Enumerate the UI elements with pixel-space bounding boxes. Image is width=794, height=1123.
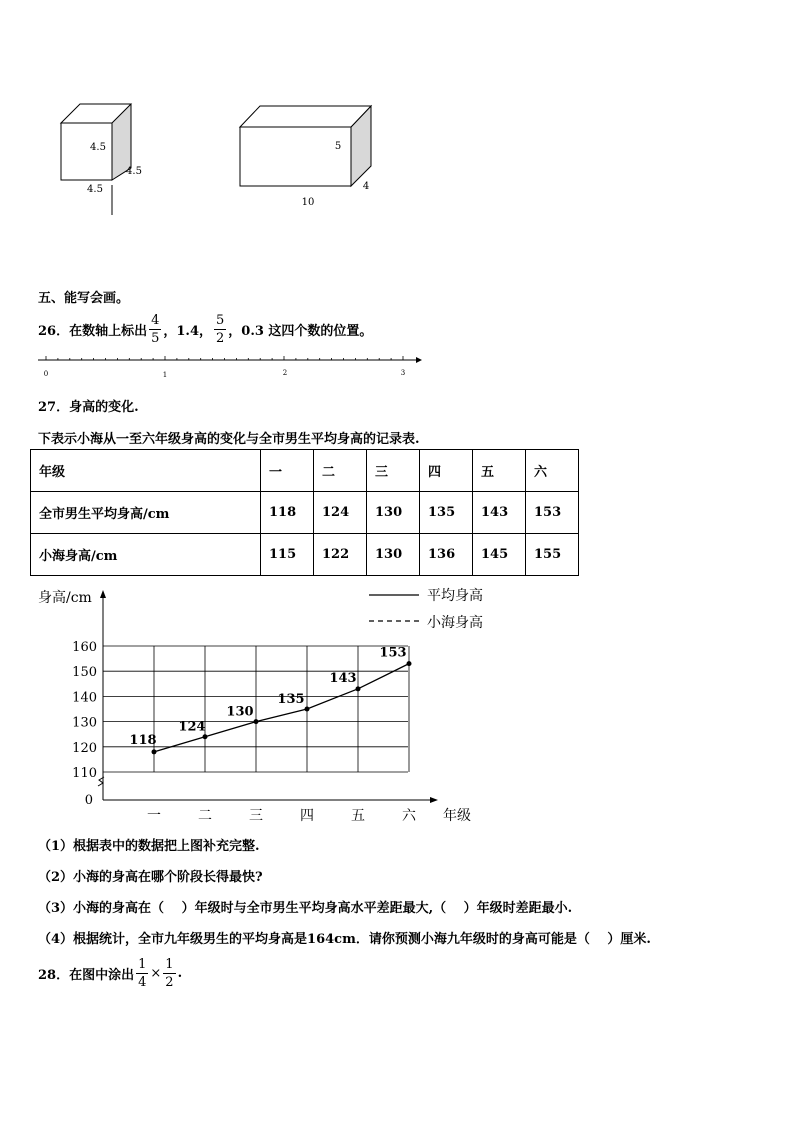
data-point (356, 686, 361, 691)
section-title: 五、能写会画。 (38, 291, 130, 306)
table-cell: 一 (261, 450, 314, 492)
axis-tick-2: 2 (282, 369, 288, 377)
table-cell: 118 (261, 492, 314, 534)
y-tick-label: 120 (72, 740, 97, 756)
table-cell: 三 (367, 450, 420, 492)
q27-sub3: （3）小海的身高在（ ）年级时与全市男生平均身高水平差距最大,（ ）年级时差距最小. (38, 901, 573, 916)
table-cell: 155 (526, 534, 579, 576)
data-label: 118 (129, 732, 157, 748)
table-row (31, 534, 579, 576)
table-cell: 全市男生平均身高/cm (31, 492, 261, 534)
q28-fraction-1: $\frac{1}{4}$ (138, 956, 147, 990)
data-label: 153 (379, 645, 407, 661)
x-tick-label: 三 (249, 808, 263, 824)
legend-label: 平均身高 (427, 588, 483, 604)
height-table (30, 449, 579, 576)
table-cell: 124 (314, 492, 367, 534)
table-cell: 五 (473, 450, 526, 492)
axis-tick-3: 3 (400, 369, 406, 377)
q26-fraction-2: $\frac{5}{2}$ (216, 312, 225, 346)
table-cell: 二 (314, 450, 367, 492)
table-cell: 135 (420, 492, 473, 534)
legend-label: 小海身高 (427, 615, 483, 631)
cube-side-label: 4.5 (126, 166, 142, 177)
table-cell: 153 (526, 492, 579, 534)
data-label: 143 (329, 670, 357, 686)
data-point (152, 749, 157, 754)
axis-tick-1: 1 (162, 371, 168, 379)
y-tick-label: 150 (72, 665, 97, 681)
table-cell: 四 (420, 450, 473, 492)
table-cell: 130 (367, 492, 420, 534)
series-line-average (154, 664, 409, 752)
table-row (31, 492, 579, 534)
table-cell: 130 (367, 534, 420, 576)
cuboid (240, 106, 371, 186)
table-cell: 115 (261, 534, 314, 576)
table-header-row (31, 450, 579, 492)
y-tick-label: 110 (72, 766, 97, 781)
q27-title: 27．身高的变化. (38, 400, 139, 415)
q28-text (38, 955, 182, 991)
solids-figure (0, 0, 794, 230)
q27-sub2: （2）小海的身高在哪个阶段长得最快? (38, 870, 263, 885)
y-tick-label: 140 (72, 690, 97, 706)
table-cell: 136 (420, 534, 473, 576)
cube-bottom-label: 4.5 (87, 184, 103, 195)
x-axis-arrow (430, 797, 438, 803)
q28-fraction-2: $\frac{1}{2}$ (165, 956, 174, 990)
y-tick-label: 130 (72, 715, 97, 731)
cuboid-front-label: 5 (334, 141, 342, 152)
y-axis-arrow (100, 590, 106, 598)
table-cell: 小海身高/cm (31, 534, 261, 576)
table-cell: 六 (526, 450, 579, 492)
data-label: 124 (178, 719, 206, 735)
q27-intro: 下表示小海从一至六年级身高的变化与全市男生平均身高的记录表. (38, 432, 420, 447)
y-tick-label: 160 (72, 640, 97, 655)
axis-tick-0: 0 (43, 370, 49, 378)
height-line-chart (0, 580, 520, 830)
table-cell: 122 (314, 534, 367, 576)
data-label: 135 (277, 692, 305, 707)
x-tick-label: 六 (402, 808, 416, 824)
q27-sub4: （4）根据统计，全市九年级男生的平均身高是164cm．请你预测小海九年级时的身高可能是（ ）厘米. (38, 932, 651, 947)
table-cell: 年级 (31, 450, 261, 492)
q28-times: × (150, 965, 162, 981)
x-tick-label: 二 (198, 808, 212, 824)
data-point (407, 661, 412, 666)
x-tick-label: 五 (351, 808, 365, 824)
data-point (305, 707, 310, 712)
x-axis-title: 年级 (443, 808, 471, 824)
x-tick-label: 一 (147, 808, 161, 824)
y-axis-title: 身高/cm (38, 590, 92, 606)
q27-sub1: （1）根据表中的数据把上图补充完整. (38, 839, 260, 854)
y-tick-label: 0 (84, 793, 93, 808)
q28-suffix: . (177, 965, 183, 981)
q28-prefix: 28．在图中涂出 (38, 967, 135, 983)
cuboid-side-label: 4 (362, 181, 370, 192)
table-cell: 143 (473, 492, 526, 534)
cube-front-label: 4.5 (90, 142, 106, 153)
q26-suffix: ，0.3 这四个数的位置。 (228, 323, 373, 339)
q26-text (38, 311, 372, 347)
data-point (203, 734, 208, 739)
number-line (30, 350, 430, 382)
q26-mid: ，1.4， (163, 323, 212, 339)
q26-fraction-1: $\frac{4}{5}$ (151, 312, 160, 346)
x-tick-label: 四 (300, 808, 314, 824)
table-cell: 145 (473, 534, 526, 576)
data-point (254, 719, 259, 724)
q26-prefix: 26．在数轴上标出 (38, 323, 148, 339)
data-label: 130 (226, 704, 254, 720)
cuboid-bottom-label: 10 (301, 197, 315, 208)
